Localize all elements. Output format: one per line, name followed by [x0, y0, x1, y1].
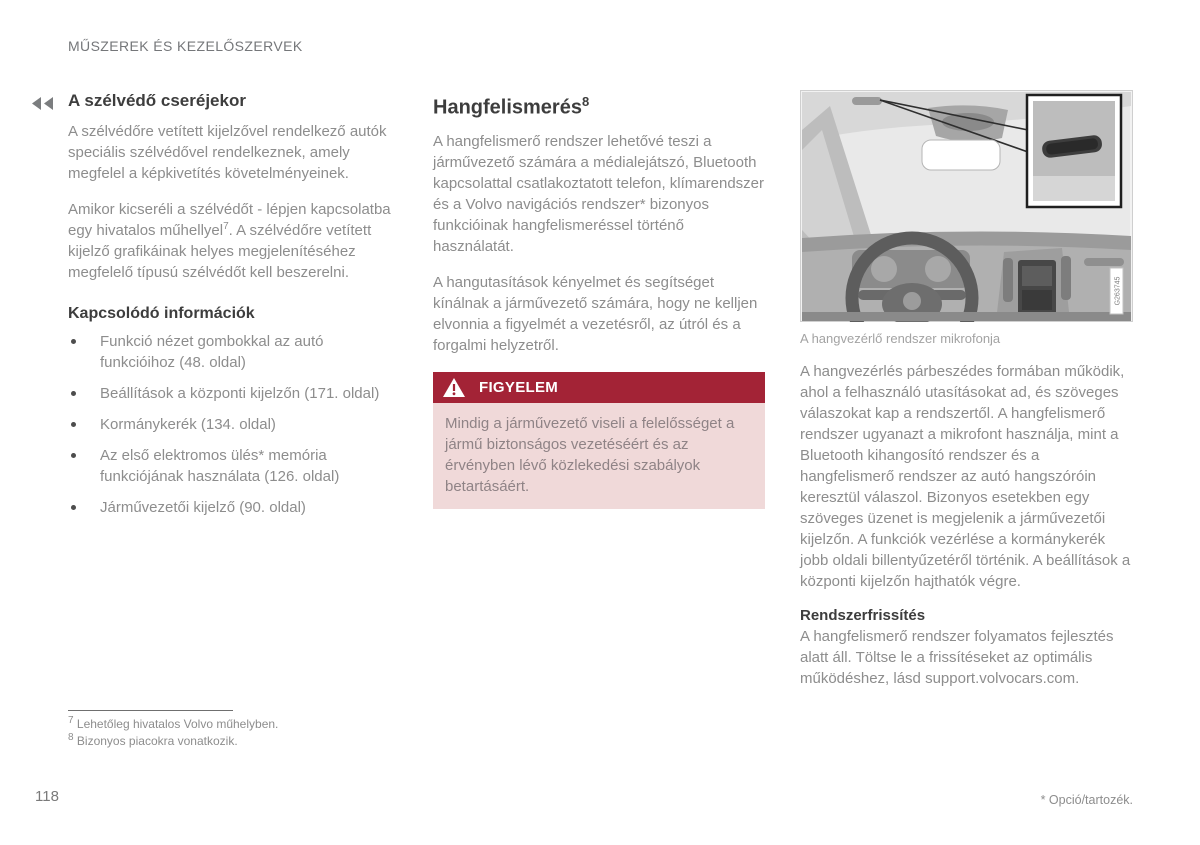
paragraph: A hangutasítások kényelmet és segítséget kínálnak a járművezető számára, hogy ne kelljen elvonnia a figyelmét a vezetésről, az útról és a forgalmi helyzetről. — [433, 273, 758, 354]
warning-triangle-icon — [443, 378, 465, 397]
list-item: Az első elektromos ülés* memória funkciójának használata (126. oldal) — [68, 445, 400, 487]
warning-title: FIGYELEM — [479, 378, 559, 396]
bullet-icon — [71, 505, 76, 510]
footnote-8: $^8$ Bizonyos piacokra vonatkozik. — [68, 732, 238, 748]
left-column — [68, 90, 400, 528]
footnote-ref-8: 8 — [581, 94, 590, 109]
bullet-icon — [71, 391, 76, 396]
footnote-7: $^7$ Lehetőleg hivatalos Volvo műhelyben. — [68, 715, 279, 731]
list-item: Funkció nézet gombokkal az autó funkcióihoz (48. oldal) — [68, 331, 400, 373]
paragraph: A hangfelismerő rendszer folyamatos fejlesztés alatt áll. Töltse le a frissítéseket az optimális működéshez, lásd support.volvocars.com. — [800, 628, 1114, 687]
bullet-icon — [71, 422, 76, 427]
section-heading-text: A szélvédő cseréjekor — [68, 91, 246, 110]
paragraph: A hangvezérlés párbeszédes formában működik, ahol a felhasználó utasításokat ad, és szöveges válaszokat kap a rendszertől. A hangfelismerő rendszer ugyanazt a mikrofont használja, mint a Bluetooth kihangosító rendszer és a hangfelismerő rendszer az autó hangszóróin keresztül válaszol. Bizonyos esetekben egy szöveges üzenet is megjelenik a járművezetői kijelzőn. A funkciók vezérlése a kormánykerék jobb oldali billentyűzetéről történik. A beállítások a központi kijelzőn hajthatók végre. — [800, 363, 1131, 590]
paragraph: A szélvédőre vetített kijelzővel rendelkező autók speciális szélvédővel rendelkeznek, amely megfelel a képkivetítés követelményeinek. — [68, 123, 387, 182]
related-info-heading: Kapcsolódó információk — [68, 305, 255, 322]
section-heading-windshield — [68, 90, 400, 112]
page-number: 118 — [35, 788, 59, 805]
footnote-ref-7: 7 — [223, 221, 229, 232]
paragraph: A hangfelismerő rendszer lehetővé teszi a járművezető számára a médialejátszó, Bluetooth kapcsolattal csatlakoztatott telefon, klímarendszer és a Volvo navigációs rendszer* bizonyos funkcióinak hangfelismeréssel történő használatát. — [433, 132, 764, 255]
option-accessory-note: * Opció/tartozék. — [1040, 793, 1133, 807]
warning-body: Mindig a járművezető viseli a felelősséget a jármű biztonságos vezetéséért és az érvényben lévő közlekedési szabályok betartásáért. — [433, 403, 765, 509]
paragraph: Amikor kicseréli a szélvédőt - lépjen kapcsolatba egy hivatalos műhellyel$^7$. A szélvédőre vetített kijelző grafikáinak helyes megjelenítéséhez megfelelő típusú szélvédőt kell beszerelni. — [68, 201, 391, 281]
bullet-icon — [71, 453, 76, 458]
middle-column — [433, 90, 765, 509]
continuation-arrows-icon — [32, 94, 56, 107]
warning-box — [433, 372, 765, 509]
footnotes-block — [68, 710, 388, 750]
dashboard-illustration — [800, 90, 1133, 322]
list-item: Beállítások a központi kijelzőn (171. oldal) — [68, 383, 400, 404]
list-item: Járművezetői kijelző (90. oldal) — [68, 497, 400, 518]
right-column — [800, 90, 1133, 704]
dashboard-figure — [800, 90, 1133, 346]
image-id-label: G263745 — [1114, 276, 1122, 306]
related-info-list — [68, 331, 400, 518]
system-update-heading: Rendszerfrissítés — [800, 607, 926, 624]
figure-caption: A hangvezérlő rendszer mikrofonja — [800, 331, 1001, 346]
footnote-rule — [68, 710, 233, 711]
warning-header — [433, 372, 765, 403]
list-item: Kormánykerék (134. oldal) — [68, 414, 400, 435]
page-header: MŰSZEREK ÉS KEZELŐSZERVEK — [68, 38, 303, 54]
main-heading-voice-recognition: Hangfelismerés$^8$ — [433, 94, 590, 119]
bullet-icon — [71, 339, 76, 344]
